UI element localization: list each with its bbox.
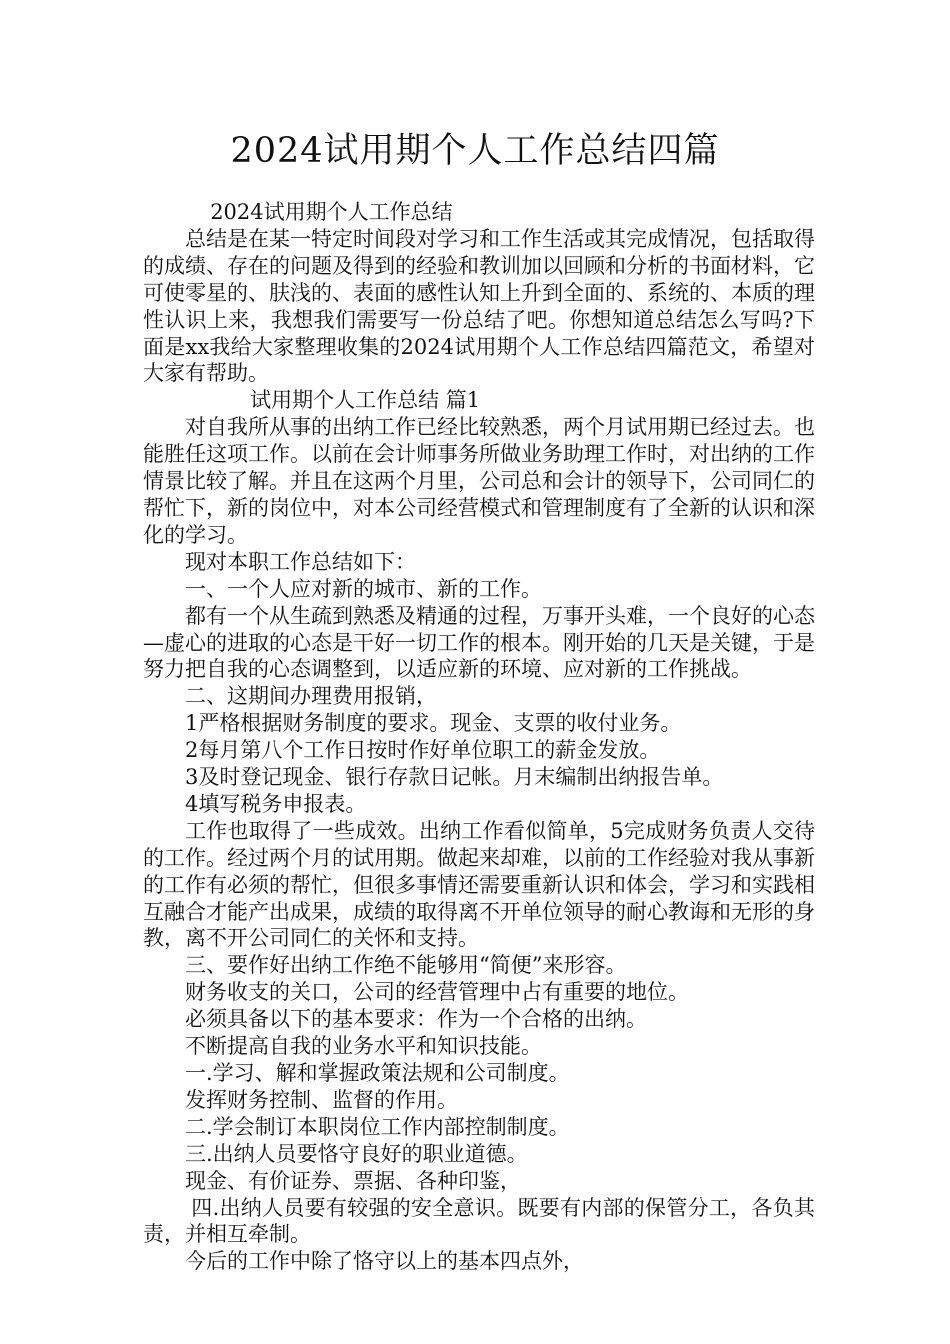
- list-item: 2每月第八个工作日按时作好单位职工的薪金发放。: [185, 738, 661, 763]
- paragraph: 工作也取得了一些成效。出纳工作看似简单，5完成财务负责人交待的工作。经过两个月的试用期。做起来却难，以前的工作经验对我从事新的工作有必须的帮忙，但很多事情还需要重新认识和体会，学习和实践相互融合才能产出成果，成绩的取得离不开单位领导的耐心教诲和无形的身教，离不开公司同仁的关怀和支持。: [143, 818, 815, 951]
- paragraph: 都有一个从生疏到熟悉及精通的过程，万事开头难，一个良好的心态—虚心的进取的心态是干好一切工作的根本。刚开始的几天是关键，于是努力把自我的心态调整到，以适应新的环境、应对新的工作挑战。: [143, 603, 815, 682]
- paragraph: 必须具备以下的基本要求：作为一个合格的出纳。: [185, 1007, 647, 1032]
- paragraph: 发挥财务控制、监督的作用。: [185, 1087, 458, 1112]
- section-heading-1: 试用期个人工作总结 篇1: [250, 388, 481, 413]
- list-item: 三.出纳人员要恪守良好的职业道德。: [185, 1141, 528, 1166]
- list-item: 一.学习、解和掌握政策法规和公司制度。: [185, 1061, 570, 1085]
- list-item: 四.出纳人员要有较强的安全意识。既要有内部的保管分工，各负其责，并相互牵制。: [143, 1195, 815, 1247]
- document-title: 2024试用期个人工作总结四篇: [230, 131, 720, 171]
- list-item: 1严格根据财务制度的要求。现金、支票的收付业务。: [185, 711, 682, 736]
- paragraph: 三、要作好出纳工作绝不能够用“简便”来形容。: [185, 953, 627, 978]
- document-subtitle: 2024试用期个人工作总结: [210, 200, 453, 224]
- list-item: 二.学会制订本职岗位工作内部控制制度。: [185, 1114, 570, 1139]
- list-item: 4填写税务申报表。: [185, 791, 367, 816]
- paragraph: 一、一个人应对新的城市、新的工作。: [185, 576, 542, 601]
- intro-paragraph: 总结是在某一特定时间段对学习和工作生活或其完成情况，包括取得的成绩、存在的问题及得到的经验和教训加以回顾和分析的书面材料，它可使零星的、肤浅的、表面的感性认知上升到全面的、系统的、本质的理性认识上来，我想我们需要写一份总结了吧。你想知道总结怎么写吗?下面是xx我给大家整理收集的2024试用期个人工作总结四篇范文，希望对大家有帮助。: [143, 226, 815, 386]
- paragraph: 现金、有价证券、票据、各种印鉴，: [185, 1168, 521, 1193]
- paragraph: 二、这期间办理费用报销，: [185, 684, 437, 709]
- list-item: 3及时登记现金、银行存款日记帐。月末编制出纳报告单。: [185, 765, 724, 790]
- paragraph: 今后的工作中除了恪守以上的基本四点外，: [185, 1249, 584, 1274]
- paragraph: 对自我所从事的出纳工作已经比较熟悉，两个月试用期已经过去。也能胜任这项工作。以前在会计师事务所做业务助理工作时，对出纳的工作情景比较了解。并且在这两个月里，公司总和会计的领导下，公司同仁的帮忙下，新的岗位中，对本公司经营模式和管理制度有了全新的认识和深化的学习。: [143, 415, 815, 547]
- document-body: [143, 199, 815, 1275]
- paragraph: 现对本职工作总结如下：: [185, 549, 416, 574]
- paragraph: 财务收支的关口，公司的经营管理中占有重要的地位。: [185, 980, 689, 1005]
- paragraph: 不断提高自我的业务水平和知识技能。: [185, 1034, 542, 1059]
